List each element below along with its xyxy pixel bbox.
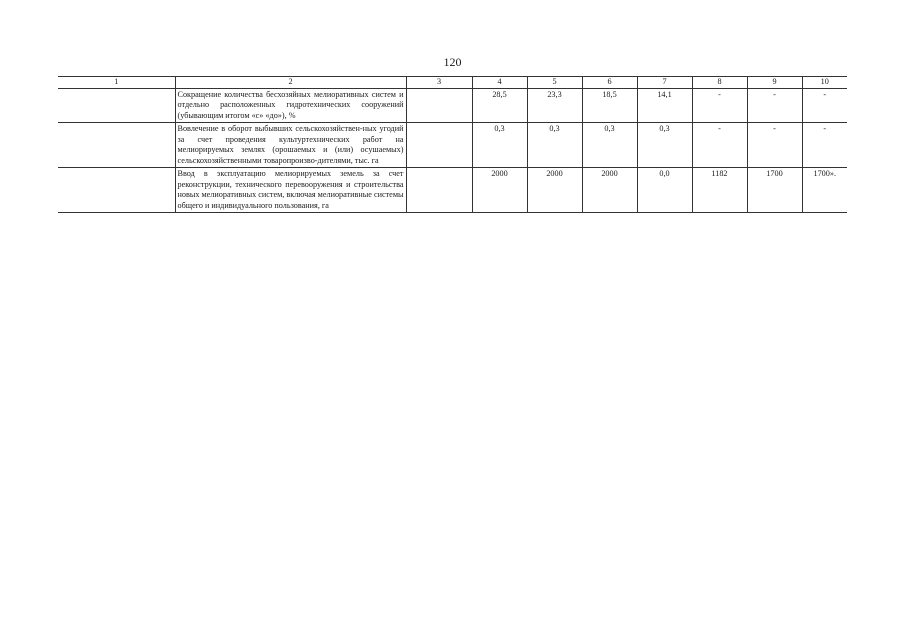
value-cell: 0,3 — [472, 123, 527, 168]
column-header: 3 — [406, 77, 472, 89]
table-header-row — [58, 77, 847, 89]
value-cell: 1700 — [747, 168, 802, 213]
value-cell: 1182 — [692, 168, 747, 213]
value-cell: - — [747, 88, 802, 123]
value-cell: 2000 — [527, 168, 582, 213]
value-cell: 23,3 — [527, 88, 582, 123]
value-cell: 0,3 — [527, 123, 582, 168]
value-cell: - — [747, 123, 802, 168]
value-cell: - — [692, 88, 747, 123]
column-header: 1 — [58, 77, 175, 89]
unit-cell — [406, 88, 472, 123]
value-cell: - — [802, 88, 847, 123]
value-cell: 1700». — [802, 168, 847, 213]
value-cell: 2000 — [582, 168, 637, 213]
table-row — [58, 123, 847, 168]
indicator-description: Ввод в эксплуатацию мелиорируемых земель за счет реконструкции, технического перевооружения и строительства новых мелиоративных систем, включая мелиоративные системы общего и индивидуального пользования, га — [175, 168, 406, 213]
table-row — [58, 168, 847, 213]
indicator-description: Вовлечение в оборот выбывших сельскохозяйствен-ных угодий за счет проведения культуртехнических работ на мелиорируемых землях (орошаемых и (или) осушаемых) сельскохозяйственными товаропроизво-дителями, тыс. га — [175, 123, 406, 168]
column-header: 9 — [747, 77, 802, 89]
indicators-table — [58, 76, 847, 213]
table-row — [58, 88, 847, 123]
column-header: 5 — [527, 77, 582, 89]
value-cell: - — [692, 123, 747, 168]
indicator-description: Сокращение количества бесхозяйных мелиоративных систем и отдельно расположенных гидротехнических сооружений (убывающим итогом «с» «до»), % — [175, 88, 406, 123]
row-number-cell — [58, 123, 175, 168]
column-header: 8 — [692, 77, 747, 89]
column-header: 7 — [637, 77, 692, 89]
column-header: 10 — [802, 77, 847, 89]
value-cell: 28,5 — [472, 88, 527, 123]
row-number-cell — [58, 168, 175, 213]
value-cell: 2000 — [472, 168, 527, 213]
unit-cell — [406, 168, 472, 213]
value-cell: 0,3 — [637, 123, 692, 168]
value-cell: 18,5 — [582, 88, 637, 123]
value-cell: 14,1 — [637, 88, 692, 123]
value-cell: 0,0 — [637, 168, 692, 213]
column-header: 4 — [472, 77, 527, 89]
page-number: 120 — [443, 55, 462, 69]
unit-cell — [406, 123, 472, 168]
row-number-cell — [58, 88, 175, 123]
column-header: 2 — [175, 77, 406, 89]
column-header: 6 — [582, 77, 637, 89]
value-cell: - — [802, 123, 847, 168]
value-cell: 0,3 — [582, 123, 637, 168]
